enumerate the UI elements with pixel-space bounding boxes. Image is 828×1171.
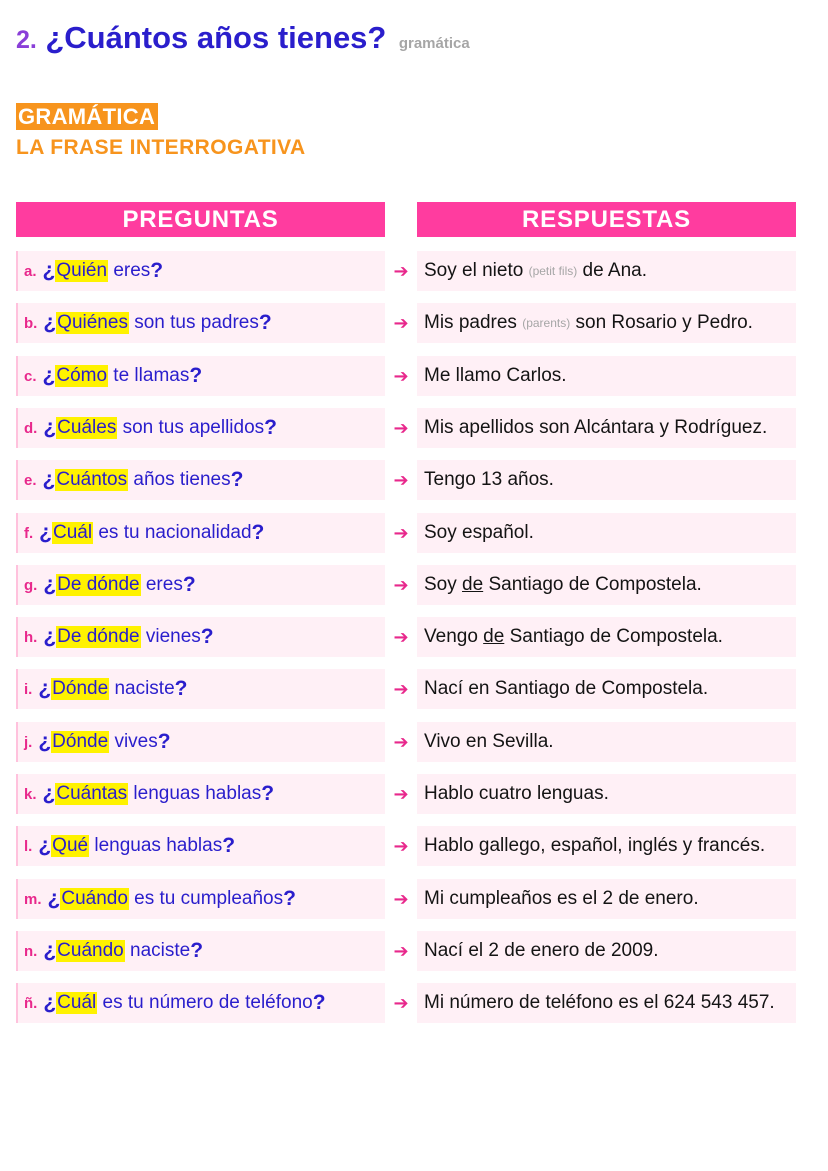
arrow-icon: ➔ <box>393 523 409 543</box>
answer-cell <box>417 513 796 553</box>
answer-text: Hablo cuatro lenguas. <box>424 783 609 804</box>
question-cell <box>16 669 385 709</box>
question-letter: m. <box>24 890 42 908</box>
question-letter: c. <box>24 367 37 385</box>
answer-text: Mi número de teléfono es el 624 543 457. <box>424 992 775 1013</box>
table-row <box>0 303 828 343</box>
table-row <box>0 513 828 553</box>
question-letter: j. <box>24 733 33 751</box>
question-word-highlight: Cómo <box>56 365 108 386</box>
question-word-highlight: De dónde <box>57 626 140 647</box>
question-cell <box>16 408 385 448</box>
question-close-mark: ? <box>182 573 196 596</box>
question-open-mark: ¿ <box>43 939 57 962</box>
question-rest: naciste <box>109 678 175 699</box>
answer-text: Me llamo Carlos. <box>424 365 567 386</box>
question-open-mark: ¿ <box>42 364 56 387</box>
answer-cell <box>417 774 796 814</box>
answer-cell <box>417 460 796 500</box>
arrow-icon: ➔ <box>393 889 409 909</box>
question-rest: años tienes <box>128 469 231 490</box>
answer-text: Mis apellidos son Alcántara y Rodríguez. <box>424 417 768 438</box>
question-rest: es tu nacionalidad <box>93 522 252 543</box>
question-open-mark: ¿ <box>43 625 57 648</box>
arrow-icon: ➔ <box>393 836 409 856</box>
question-close-mark: ? <box>283 887 296 910</box>
question-cell <box>16 565 385 605</box>
question-open-mark: ¿ <box>43 991 57 1014</box>
question-rest: vives <box>109 731 158 752</box>
answer-text: Nací el 2 de enero de 2009. <box>424 940 659 961</box>
question-word-highlight: Qué <box>52 835 89 856</box>
question-word-highlight: Cuándo <box>61 888 128 909</box>
answer-text: Santiago de Compostela. <box>504 626 723 647</box>
answer-text: Nací en Santiago de Compostela. <box>424 678 709 699</box>
answer-text: Mi cumpleaños es el 2 de enero. <box>424 888 699 909</box>
arrow-icon: ➔ <box>393 784 409 804</box>
answer-text: Hablo gallego, español, inglés y francés. <box>424 835 766 856</box>
answer-cell <box>417 356 796 396</box>
answer-cell <box>417 722 796 762</box>
table-row <box>0 722 828 762</box>
question-cell <box>16 774 385 814</box>
answer-cell <box>417 251 796 291</box>
answers-header: RESPUESTAS <box>417 202 796 237</box>
question-word-highlight: Quiénes <box>57 312 128 333</box>
question-word-highlight: De dónde <box>57 574 140 595</box>
answer-cell <box>417 669 796 709</box>
answer-text: Vengo <box>424 626 484 647</box>
arrow-icon: ➔ <box>393 732 409 752</box>
question-close-mark: ? <box>312 991 326 1014</box>
question-close-mark: ? <box>190 939 204 962</box>
question-cell <box>16 513 385 553</box>
answer-text: Soy <box>424 574 463 595</box>
question-open-mark: ¿ <box>42 468 56 491</box>
arrow-icon: ➔ <box>393 313 409 333</box>
answer-cell <box>417 931 796 971</box>
answer-text: Vivo en Sevilla. <box>424 731 554 752</box>
question-word-highlight: Quién <box>56 260 108 281</box>
question-open-mark: ¿ <box>38 730 52 753</box>
answer-cell <box>417 879 796 919</box>
question-letter: b. <box>24 314 38 332</box>
question-cell <box>16 983 385 1023</box>
answer-text: Soy el nieto <box>424 260 529 281</box>
arrow-icon: ➔ <box>393 470 409 490</box>
questions-header: PREGUNTAS <box>16 202 385 237</box>
question-letter: a. <box>24 262 37 280</box>
table-row <box>0 565 828 605</box>
question-rest: es tu cumpleaños <box>128 888 284 909</box>
question-letter: e. <box>24 471 37 489</box>
question-open-mark: ¿ <box>42 782 56 805</box>
question-open-mark: ¿ <box>38 834 52 857</box>
question-close-mark: ? <box>258 311 272 334</box>
question-rest: lenguas hablas <box>128 783 262 804</box>
question-cell <box>16 879 385 919</box>
answer-cell <box>417 983 796 1023</box>
question-rest: son tus padres <box>128 312 259 333</box>
question-letter: k. <box>24 785 37 803</box>
question-close-mark: ? <box>230 468 244 491</box>
question-cell <box>16 356 385 396</box>
question-close-mark: ? <box>200 625 214 648</box>
answer-cell <box>417 617 796 657</box>
question-letter: h. <box>24 628 38 646</box>
title-number: 2. <box>16 26 37 54</box>
question-close-mark: ? <box>264 416 277 439</box>
answer-cell <box>417 408 796 448</box>
arrow-icon: ➔ <box>393 941 409 961</box>
answer-text: Santiago de Compostela. <box>483 574 702 595</box>
question-close-mark: ? <box>150 259 164 282</box>
section-badge: GRAMÁTICA <box>16 103 158 130</box>
question-word-highlight: Cuántas <box>56 783 128 804</box>
question-close-mark: ? <box>157 730 171 753</box>
question-rest: eres <box>140 574 183 595</box>
question-letter: ñ. <box>24 994 38 1012</box>
question-rest: naciste <box>124 940 191 961</box>
answer-text: Tengo 13 años. <box>424 469 554 490</box>
question-word-highlight: Cuántos <box>56 469 128 490</box>
question-cell <box>16 303 385 343</box>
answer-text: Mis padres <box>424 312 523 333</box>
table-row <box>0 826 828 866</box>
question-rest: lenguas hablas <box>89 835 223 856</box>
arrow-icon: ➔ <box>393 366 409 386</box>
question-letter: i. <box>24 680 33 698</box>
question-open-mark: ¿ <box>47 887 61 910</box>
question-open-mark: ¿ <box>42 259 56 282</box>
question-word-highlight: Dónde <box>52 678 109 699</box>
question-cell <box>16 617 385 657</box>
question-word-highlight: Cuándo <box>57 940 124 961</box>
answer-text: de Ana. <box>577 260 647 281</box>
question-close-mark: ? <box>251 521 265 544</box>
answer-cell <box>417 565 796 605</box>
answer-text: Soy español. <box>424 522 534 543</box>
question-word-highlight: Cuál <box>57 992 97 1013</box>
question-rest: eres <box>108 260 151 281</box>
question-letter: l. <box>24 837 33 855</box>
question-letter: f. <box>24 524 34 542</box>
question-cell <box>16 722 385 762</box>
question-open-mark: ¿ <box>39 521 52 544</box>
question-word-highlight: Cuáles <box>57 417 117 438</box>
question-rest: te llamas <box>108 365 190 386</box>
table-row <box>0 408 828 448</box>
table-row <box>0 617 828 657</box>
table-row <box>0 879 828 919</box>
question-close-mark: ? <box>261 782 275 805</box>
question-rest: es tu número de teléfono <box>97 992 313 1013</box>
table-row <box>0 774 828 814</box>
answer-text: son Rosario y Pedro. <box>570 312 753 333</box>
answer-note: (petit fils) <box>528 264 578 278</box>
question-rest: vienes <box>140 626 201 647</box>
answer-underlined: de <box>462 574 484 595</box>
title-text: ¿Cuántos años tienes? <box>45 20 387 55</box>
arrow-icon: ➔ <box>393 575 409 595</box>
arrow-icon: ➔ <box>393 418 409 438</box>
question-word-highlight: Cuál <box>53 522 93 543</box>
arrow-icon: ➔ <box>393 993 409 1013</box>
question-open-mark: ¿ <box>43 573 57 596</box>
section-subtitle: LA FRASE INTERROGATIVA <box>16 136 306 159</box>
question-cell <box>16 826 385 866</box>
question-close-mark: ? <box>189 364 203 387</box>
title-subtitle: gramática <box>398 35 470 52</box>
question-letter: n. <box>24 942 38 960</box>
question-word-highlight: Dónde <box>52 731 109 752</box>
question-letter: d. <box>24 419 38 437</box>
question-rest: son tus apellidos <box>117 417 265 438</box>
answer-cell <box>417 826 796 866</box>
table-row <box>0 931 828 971</box>
table-row <box>0 356 828 396</box>
question-open-mark: ¿ <box>43 416 57 439</box>
question-cell <box>16 460 385 500</box>
table-row <box>0 983 828 1023</box>
answer-cell <box>417 303 796 343</box>
question-close-mark: ? <box>222 834 236 857</box>
arrow-icon: ➔ <box>393 679 409 699</box>
answer-underlined: de <box>483 626 505 647</box>
question-open-mark: ¿ <box>38 677 52 700</box>
table-row <box>0 460 828 500</box>
table-row <box>0 669 828 709</box>
arrow-icon: ➔ <box>393 627 409 647</box>
question-open-mark: ¿ <box>43 311 57 334</box>
question-letter: g. <box>24 576 38 594</box>
arrow-icon: ➔ <box>393 261 409 281</box>
question-cell <box>16 251 385 291</box>
table-row <box>0 251 828 291</box>
question-close-mark: ? <box>174 677 188 700</box>
question-cell <box>16 931 385 971</box>
answer-note: (parents) <box>522 316 571 330</box>
